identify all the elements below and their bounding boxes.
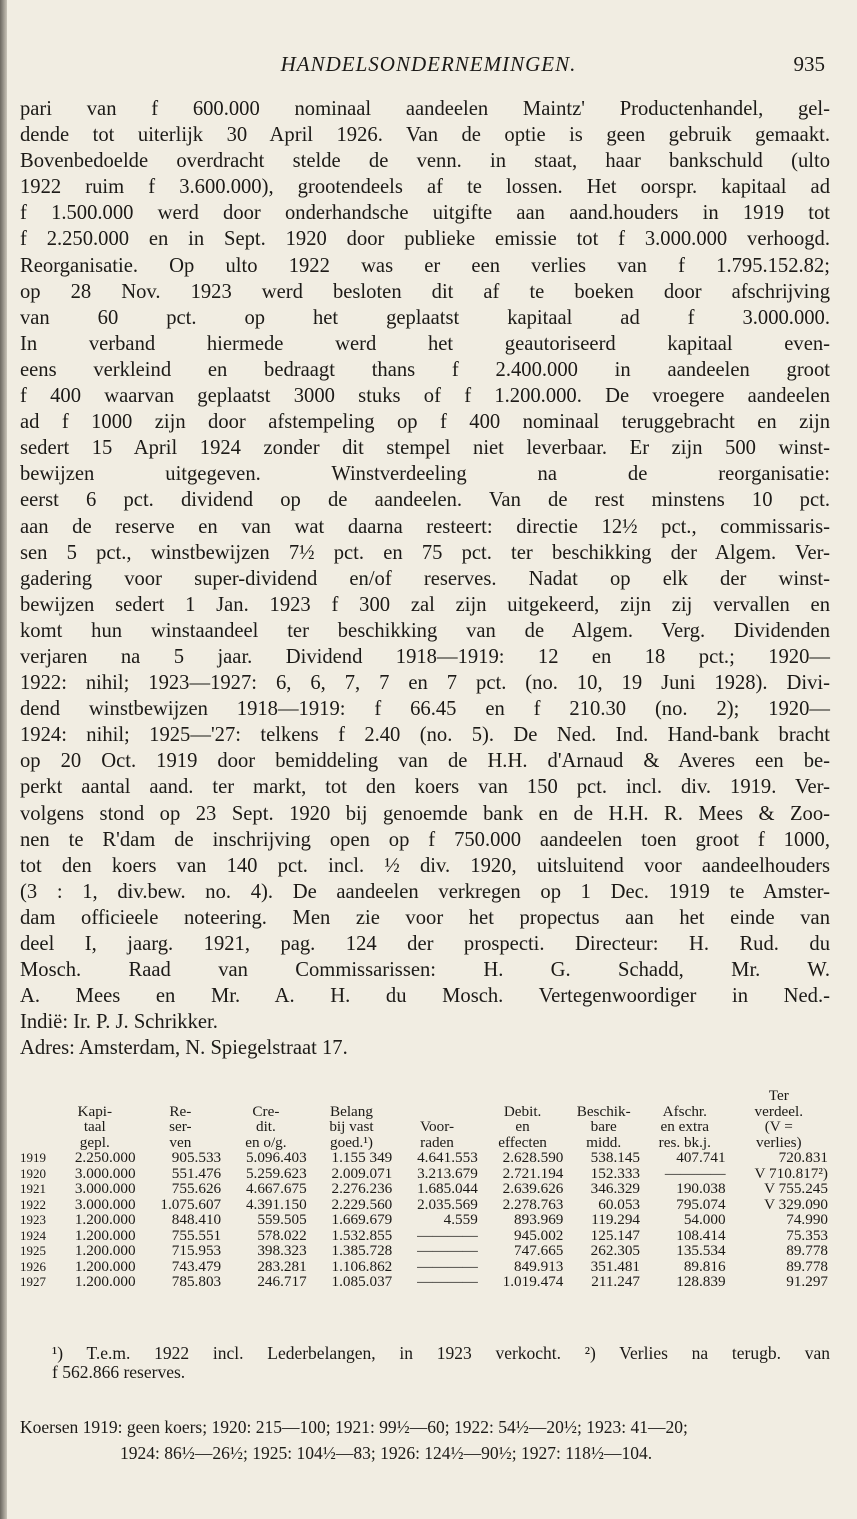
header-cell: gepl. (79, 1133, 110, 1151)
table-cell: 89.778 (786, 1257, 828, 1275)
quotation-line: Koersen 1919: geen koers; 1920: 215—100; 1921: 99½—60; 1922: 54½—20½; 1923: 41—20; (20, 1417, 688, 1437)
table-cell: 3.000.000 (74, 1164, 136, 1182)
year-cell: 1919 (20, 1150, 46, 1165)
body-line: sedert 15 April 1924 zonder dit stempel niet leverbaar. Er zijn 500 winst- (20, 437, 830, 460)
table-cell: 1.532.855 (331, 1226, 393, 1244)
table-cell: 755.626 (171, 1180, 222, 1197)
address-line: Adres: Amsterdam, N. Spiegelstraat 17. (20, 1037, 348, 1060)
table-cell: 893.969 (514, 1211, 564, 1228)
body-line: f 400 waarvan geplaatst 3000 stuks of f 1.200.000. De vroegere aandeelen (20, 385, 830, 408)
financial-table (18, 1088, 830, 1290)
header-cell: Cre- (252, 1102, 280, 1120)
header-cell (309, 1088, 395, 1104)
table-row (18, 1212, 830, 1228)
table-header-row (18, 1088, 830, 1104)
table-cell: 3.000.000 (74, 1195, 136, 1213)
year-cell: 1925 (20, 1243, 46, 1258)
table-cell: 89.778 (786, 1242, 828, 1259)
table-cell: ———— (417, 1242, 478, 1259)
header-cell (18, 1104, 52, 1120)
body-line: aan de reserve en van wat daarna resteert: directie 12½ pct., commissaris- (20, 515, 830, 538)
header-cell: Debit. (503, 1102, 542, 1120)
article-body (20, 96, 830, 1061)
table-cell: 1.200.000 (74, 1257, 136, 1275)
header-cell: effecten (498, 1133, 547, 1151)
header-cell: en extra (660, 1118, 710, 1135)
year-cell: 1920 (20, 1165, 46, 1181)
body-line: Mosch. Raad van Commissarissen: H. G. Schadd, Mr. W. (20, 959, 830, 982)
table-cell: 2.721.194 (502, 1164, 564, 1182)
quotation-line: 1924: 86½—26½; 1925: 104½—83; 1926: 124½—90½; 1927: 118½—104. (120, 1443, 653, 1463)
table-cell: ———— (417, 1273, 478, 1290)
footnotes (52, 1344, 830, 1382)
table-cell: 795.074 (676, 1195, 726, 1213)
table-cell: 2.229.560 (331, 1195, 393, 1213)
body-line: eerst 6 pct. dividend op de aandeelen. Van de rest minstens 10 pct. (20, 489, 830, 512)
table-cell: 1.200.000 (74, 1242, 136, 1259)
header-cell: goed.¹) (330, 1133, 373, 1151)
body-line: sen 5 pct., winstbewijzen 7½ pct. en 75 pct. ter beschikking der Algem. Ver- (20, 541, 830, 564)
body-line: van 60 pct. op het geplaatst kapitaal ad f 3.000.000. (20, 306, 830, 329)
header-cell (394, 1104, 480, 1120)
table-cell: 74.990 (786, 1211, 828, 1228)
header-cell: en o/g. (245, 1133, 287, 1151)
table-cell: 2.276.236 (331, 1180, 393, 1197)
table-cell: 2.278.763 (502, 1195, 564, 1213)
table-row (18, 1228, 830, 1244)
header-cell (480, 1088, 566, 1104)
table-row (18, 1150, 830, 1166)
table-cell: 1.200.000 (74, 1211, 136, 1228)
header-cell (18, 1088, 52, 1104)
header-cell: raden (420, 1133, 454, 1151)
body-line: gadering voor super-dividend en/of reserves. Nadat op elk der winst- (20, 567, 830, 590)
header-cell (565, 1088, 642, 1104)
table-cell: 2.035.569 (417, 1195, 478, 1213)
body-line: Indië: Ir. P. J. Schrikker. (20, 1011, 218, 1034)
body-line: Reorganisatie. Op ulto 1922 was er een verlies van f 1.795.152.82; (20, 254, 830, 277)
table-cell: 152.333 (590, 1164, 641, 1182)
table-cell: 91.297 (786, 1273, 828, 1290)
running-title: HANDELSONDERNEMINGEN. (280, 52, 577, 76)
header-cell (18, 1135, 52, 1151)
table-cell: 578.022 (257, 1226, 307, 1244)
body-line: bewijzen uitgegeven. Winstverdeeling na de reorganisatie: (20, 463, 830, 486)
header-cell (394, 1088, 480, 1104)
header-cell: Re- (169, 1102, 192, 1120)
table-cell: 1.200.000 (74, 1273, 136, 1290)
body-line: eens verkleind en bedraagt thans f 2.400.000 in aandeelen groot (20, 358, 830, 381)
table-cell: 211.247 (591, 1273, 641, 1290)
table-row (18, 1166, 830, 1182)
table-cell: 1.019.474 (502, 1273, 564, 1290)
table-cell: 945.002 (514, 1226, 564, 1244)
table-cell: 398.323 (257, 1242, 307, 1259)
header-cell: midd. (586, 1133, 622, 1151)
table-cell: ———— (417, 1257, 478, 1275)
financial-table-body (18, 1150, 830, 1290)
table-cell: 283.281 (257, 1257, 307, 1275)
body-line: Bovenbedoelde overdracht stelde de venn. in staat, haar bankschuld (ulto (20, 150, 830, 173)
table-row (18, 1243, 830, 1259)
page-edge-shadow (0, 0, 7, 1519)
header-cell: res. bk.j. (658, 1133, 711, 1151)
table-cell: 1.075.607 (160, 1195, 222, 1213)
header-cell: bare (590, 1118, 617, 1135)
body-line: deel I, jaarg. 1921, pag. 124 der prospecti. Directeur: H. Rud. du (20, 933, 830, 955)
body-line: bewijzen sedert 1 Jan. 1923 f 300 zal zijn uitgekeerd, zijn zij vervallen en (20, 593, 830, 616)
table-cell: 75.353 (786, 1226, 828, 1244)
body-line: verjaren na 5 jaar. Dividend 1918—1919: 12 en 18 pct.; 1920— (20, 645, 830, 668)
header-cell: bij vast (329, 1118, 374, 1135)
table-cell: 905.533 (171, 1149, 222, 1166)
body-line: komt hun winstaandeel ter beschikking van de Algem. Verg. Dividenden (20, 619, 830, 642)
table-cell: V 329.090 (764, 1195, 828, 1213)
table-cell: 54.000 (683, 1211, 726, 1228)
table-cell: 119.294 (591, 1211, 641, 1228)
year-cell: 1922 (20, 1196, 46, 1212)
header-cell: Ter (768, 1087, 789, 1104)
header-cell: en (515, 1118, 530, 1135)
table-cell: 4.559 (443, 1211, 478, 1228)
table-cell: 720.831 (778, 1149, 828, 1166)
body-line: volgens stond op 23 Sept. 1920 bij genoemde bank en de H.H. R. Mees & Zoo- (20, 802, 830, 825)
body-line: op 28 Nov. 1923 werd besloten dit af te boeken door afschrijving (20, 280, 830, 303)
table-cell: 559.505 (257, 1211, 307, 1228)
table-cell: 538.145 (590, 1149, 641, 1166)
header-cell (223, 1088, 309, 1104)
body-line: f 1.500.000 werd door onderhandsche uitgifte aan aand.houders in 1919 tot (20, 202, 830, 225)
header-cell: verdeel. (754, 1102, 804, 1120)
body-line: nen te R'dam de inschrijving open op f 750.000 aandeelen toen groot f 1000, (20, 828, 830, 851)
body-line: A. Mees en Mr. A. H. du Mosch. Vertegenwoordiger in Ned.- (20, 985, 830, 1008)
header-cell: ven (169, 1133, 192, 1151)
table-cell: 190.038 (676, 1180, 726, 1197)
header-cell: dit. (255, 1118, 276, 1135)
table-cell: 346.329 (590, 1180, 641, 1197)
header-cell (52, 1088, 138, 1104)
body-line: 1922: nihil; 1923—1927: 6, 6, 7, 7 en 7 pct. (no. 10, 19 Juni 1928). Divi- (20, 672, 830, 695)
table-row (18, 1197, 830, 1213)
year-cell: 1923 (20, 1212, 46, 1227)
header-cell: Beschik- (576, 1102, 631, 1120)
year-cell: 1921 (20, 1181, 46, 1196)
body-line: op 20 Oct. 1919 door bemiddeling van de H.H. d'Arnaud & Averes een be- (20, 750, 830, 773)
year-cell: 1927 (20, 1274, 46, 1289)
table-row (18, 1259, 830, 1275)
table-cell: 407.741 (676, 1149, 726, 1166)
body-line: 1924: nihil; 1925—'27: telkens f 2.40 (no. 5). De Ned. Ind. Hand-bank bracht (20, 724, 830, 747)
table-cell: 3.213.679 (417, 1164, 478, 1182)
table-cell: 4.667.675 (245, 1180, 307, 1197)
table-cell: 1.155 349 (331, 1149, 393, 1166)
table-cell: 2.639.626 (502, 1180, 564, 1197)
table-cell: V 755.245 (764, 1180, 828, 1197)
table-cell: 755.551 (171, 1226, 222, 1244)
table-cell: 1.685.044 (417, 1180, 478, 1197)
table-cell: 135.534 (676, 1242, 726, 1259)
table-cell: 2.009.071 (331, 1164, 393, 1182)
table-row (18, 1274, 830, 1290)
table-cell: 2.628.590 (502, 1149, 564, 1166)
table-cell: 3.000.000 (74, 1180, 136, 1197)
table-header-row (18, 1104, 830, 1120)
header-cell: Kapi- (77, 1102, 113, 1120)
page-number: 935 (793, 52, 825, 76)
body-line: dam officieele noteering. Men zie voor het propectus aan het einde van (20, 906, 830, 929)
footnote-line: ¹) T.e.m. 1922 incl. Lederbelangen, in 1923 verkocht. ²) Verlies na terugb. van (52, 1343, 830, 1363)
header-cell (18, 1119, 52, 1135)
table-row (18, 1181, 830, 1197)
header-cell (642, 1088, 728, 1104)
table-cell: 1.385.728 (331, 1242, 393, 1259)
table-header-row (18, 1135, 830, 1151)
table-cell: 128.839 (676, 1273, 726, 1290)
body-line: f 2.250.000 en in Sept. 1920 door publieke emissie tot f 3.000.000 verhoogd. (20, 228, 830, 251)
table-cell: 5.096.403 (245, 1149, 307, 1166)
body-line: 1922 ruim f 3.600.000), grootendeels af te lossen. Het oorspr. kapitaal ad (20, 176, 830, 199)
share-quotations (20, 1414, 830, 1466)
header-cell: ser- (169, 1118, 192, 1135)
table-cell: 747.665 (514, 1242, 564, 1259)
year-cell: 1926 (20, 1258, 46, 1274)
page-header (0, 52, 857, 82)
table-cell: 108.414 (676, 1226, 726, 1244)
table-cell: 89.816 (683, 1257, 726, 1275)
table-cell: 4.641.553 (417, 1149, 478, 1166)
body-line: perkt aantal aand. ter markt, tot den koers van 150 pct. incl. div. 1919. Ver- (20, 776, 830, 799)
body-line: dend winstbewijzen 1918—1919: f 66.45 en f 210.30 (no. 2); 1920— (20, 698, 830, 721)
table-header-row (18, 1119, 830, 1135)
header-cell: Voor- (420, 1118, 455, 1135)
body-line: pari van f 600.000 nominaal aandeelen Maintz' Productenhandel, gel- (20, 98, 830, 120)
table-cell: 551.476 (171, 1164, 222, 1182)
header-cell: Belang (329, 1102, 373, 1120)
table-cell: 848.410 (171, 1211, 222, 1228)
table-cell: 1.106.862 (331, 1257, 393, 1275)
header-cell: verlies) (756, 1133, 802, 1151)
body-line: (3 : 1, div.bew. no. 4). De aandeelen verkregen op 1 Dec. 1919 te Amster- (20, 880, 830, 903)
table-cell: 1.085.037 (331, 1273, 393, 1290)
body-line: tot den koers van 140 pct. incl. ½ div. 1920, uitsluitend voor aandeelhouders (20, 854, 830, 877)
table-cell: 1.200.000 (74, 1226, 136, 1244)
table-cell: ———— (417, 1226, 478, 1244)
table-cell: 246.717 (257, 1273, 307, 1290)
body-line: dende tot uiterlijk 30 April 1926. Van de optie is geen gebruik gemaakt. (20, 124, 830, 147)
body-line: ad f 1000 zijn door afstempeling op f 400 nominaal teruggebracht en zijn (20, 411, 830, 434)
table-cell: 785.803 (171, 1273, 222, 1290)
table-cell: 1.669.679 (331, 1211, 393, 1228)
table-cell: 351.481 (590, 1257, 641, 1275)
header-cell: taal (83, 1118, 106, 1135)
table-cell: 715.953 (171, 1242, 222, 1259)
table-cell: 262.305 (590, 1242, 641, 1259)
footnote-line: f 562.866 reserves. (52, 1362, 186, 1382)
body-line: In verband hiermede werd het geautoriseerd kapitaal even- (20, 332, 830, 355)
table-cell: ———— (664, 1164, 726, 1182)
table-cell: 4.391.150 (245, 1195, 307, 1213)
header-cell: Afschr. (662, 1102, 707, 1120)
table-cell: 849.913 (514, 1257, 564, 1275)
header-cell: (V = (764, 1118, 793, 1135)
table-cell: 60.053 (598, 1195, 641, 1213)
table-cell: 2.250.000 (74, 1149, 136, 1166)
table-cell: 125.147 (590, 1226, 641, 1244)
year-cell: 1924 (20, 1227, 46, 1243)
header-cell (138, 1088, 224, 1104)
table-cell: 5.259.623 (245, 1164, 307, 1182)
table-cell: 743.479 (171, 1257, 222, 1275)
table-cell: V 710.817²) (754, 1164, 828, 1182)
